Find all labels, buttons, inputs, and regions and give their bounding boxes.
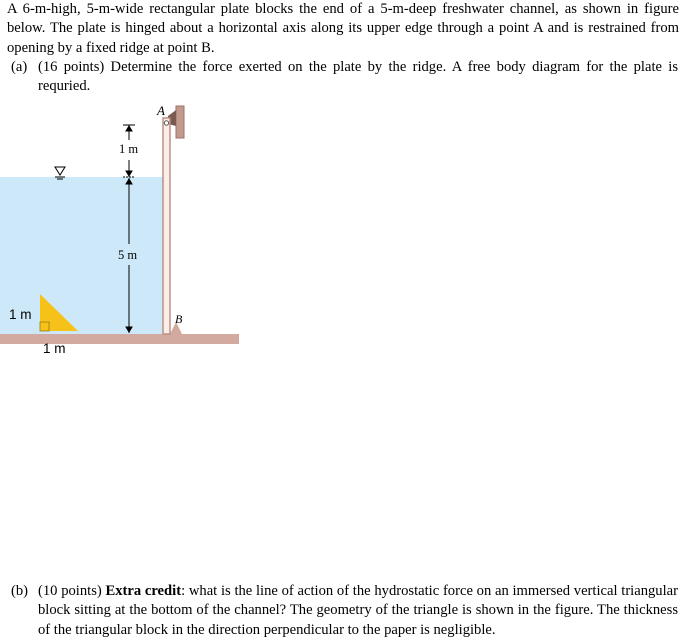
tri-height-label: 1 m xyxy=(9,307,32,322)
tri-base-label: 1 m xyxy=(43,341,66,356)
part-b-question: : what is the line of action of the hydrostatic force on an immersed vertical triangular block sitting at the bottom of the channel? The geometry of the triangle is shown in the figure. The thickness of the triangular block in the direction perpendicular to the paper is negligible. xyxy=(38,583,678,638)
dim-1m-label: 1 m xyxy=(119,142,139,156)
hinge-pin xyxy=(164,121,168,125)
problem-intro: A 6-m-high, 5-m-wide rectangular plate blocks the end of a 5-m-deep freshwater channel, as shown in figure below. The plate is hinged about a horizontal axis along its upper edge through a point A and is restrained from opening by a fixed ridge at point B. xyxy=(7,1,679,56)
part-a-text: (16 points) Determine the force exerted on the plate by the ridge. A free body diagram for the plate is requried. xyxy=(38,59,678,95)
hinged-plate xyxy=(163,118,170,334)
label-b: B xyxy=(175,312,183,326)
hinge-support xyxy=(176,106,184,138)
part-a-label: (a) xyxy=(11,59,28,75)
extra-credit-label: Extra credit xyxy=(105,583,182,599)
dim-5m-label: 5 m xyxy=(118,248,138,262)
part-b-text xyxy=(38,582,678,640)
part-b-label: (b) xyxy=(11,583,29,599)
part-b-points: (10 points) xyxy=(38,583,106,599)
channel-floor xyxy=(0,334,239,344)
free-surface-icon xyxy=(55,167,65,179)
label-a: A xyxy=(157,103,165,118)
part-b xyxy=(11,582,678,640)
